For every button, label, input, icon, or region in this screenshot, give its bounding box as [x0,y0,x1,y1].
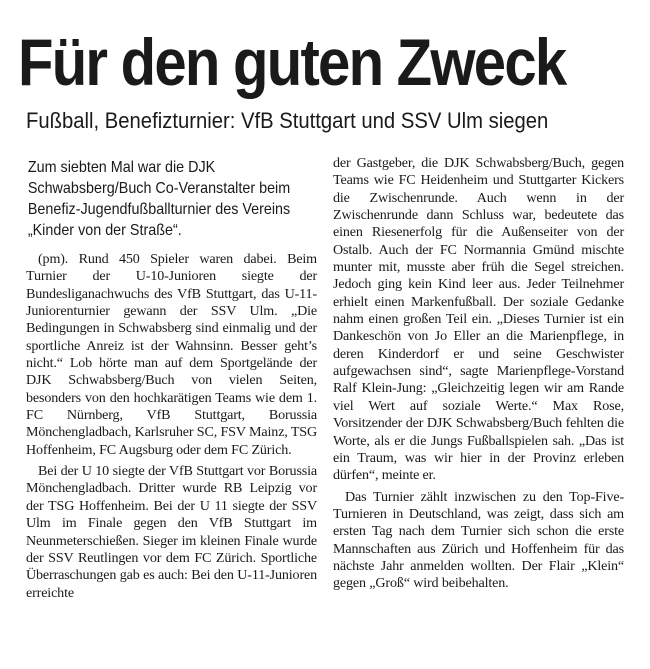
lead-paragraph: Zum siebten Mal war die DJK Schwabsberg/Buch Co-Veranstalter beim Benefiz-Jugendfußballturnier des Vereins „Kinder von der Straße“. [27,159,291,239]
body-paragraph: Das Turnier zählt inzwischen zu den Top-Five-Turnieren in Deutschland, was zeigt, dass sich am ersten Tag nach dem Turnier sich schon die erste Mannschaften aus Zürich und Hoffenheim für das nächste Jahr anmelden wollten. Der Flair „Klein“ gegen „Groß“ wird beibehalten. [333,488,624,592]
body-paragraph: der Gastgeber, die DJK Schwabsberg/Buch, gegen Teams wie FC Heidenheim und Stuttgarter Kickers die Zwischenrunde. Auch wenn in der Zwischenrunde dann Schluss war, bedeutete das einen Riesenerfolg für die Außenseiter von der Ostalb. Auch der FC Normannia Gmünd mischte munter mit, musste aber früh die Segel streichen. Jedoch ging kein Kind leer aus. Jeder Teilnehmer erhielt einen Markenfußball. Der soziale Gedanke nahm einen großen Teil ein. „Dieses Turnier ist ein Dankeschön von Jo Eller an die Marienpflege, in deren Kinderdorf er und seine Geschwister aufgewachsen sind“, sagte Marienpflege-Vorstand Ralf Klein-Jung: „Gleichzeitig legen wir am Rande viel Wert auf soziale Werte.“ Max Rose, Vorsitzender der DJK Schwabsberg/Buch fehlten die Worte, als er die Jungs Fußballspielen sah. „Das ist ein Traum, was wir hier in der Provinz erleben dürfen“, meinte er. [333,155,624,484]
article-column-right [333,155,624,593]
headline: Für den guten Zweck [18,25,566,99]
subheadline: Fußball, Benefizturnier: VfB Stuttgart und SSV Ulm siegen [26,108,549,133]
article-column-left [26,155,317,602]
body-paragraph: Bei der U 10 siegte der VfB Stuttgart vor Borussia Mönchengladbach. Dritter wurde RB Leipzig vor der TSG Hoffenheim. Bei der U 11 siegte der SSV Ulm im Finale gegen den VfB Stuttgart im Neunmeterschießen. Sieger im kleinen Finale wurde der SSV Reutlingen vor dem FC Zürich. Sportliche Überraschungen gab es auch: Bei den U-11-Junioren erreichte [26,463,317,601]
body-paragraph: (pm). Rund 450 Spieler waren dabei. Beim Turnier der U-10-Junioren siegte der Bundesliganachwuchs des VfB Stuttgart, das U-11-Juniorenturnier gewann der SSV Ulm. „Die Bedingungen in Schwabsberg sind einmalig und der sportliche Anreiz ist der Wahnsinn. Besser geht’s nicht.“ Lob hörte man auf dem Sportgelände der DJK Schwabsberg/Buch von vielen Seiten, besonders von den hochkarätigen Teams wie dem 1. FC Nürnberg, VfB Stuttgart, Borussia Mönchengladbach, Karlsruher SC, FSV Mainz, TSG Hoffenheim, FC Augsburg oder dem FC Zürich. [26,251,317,458]
